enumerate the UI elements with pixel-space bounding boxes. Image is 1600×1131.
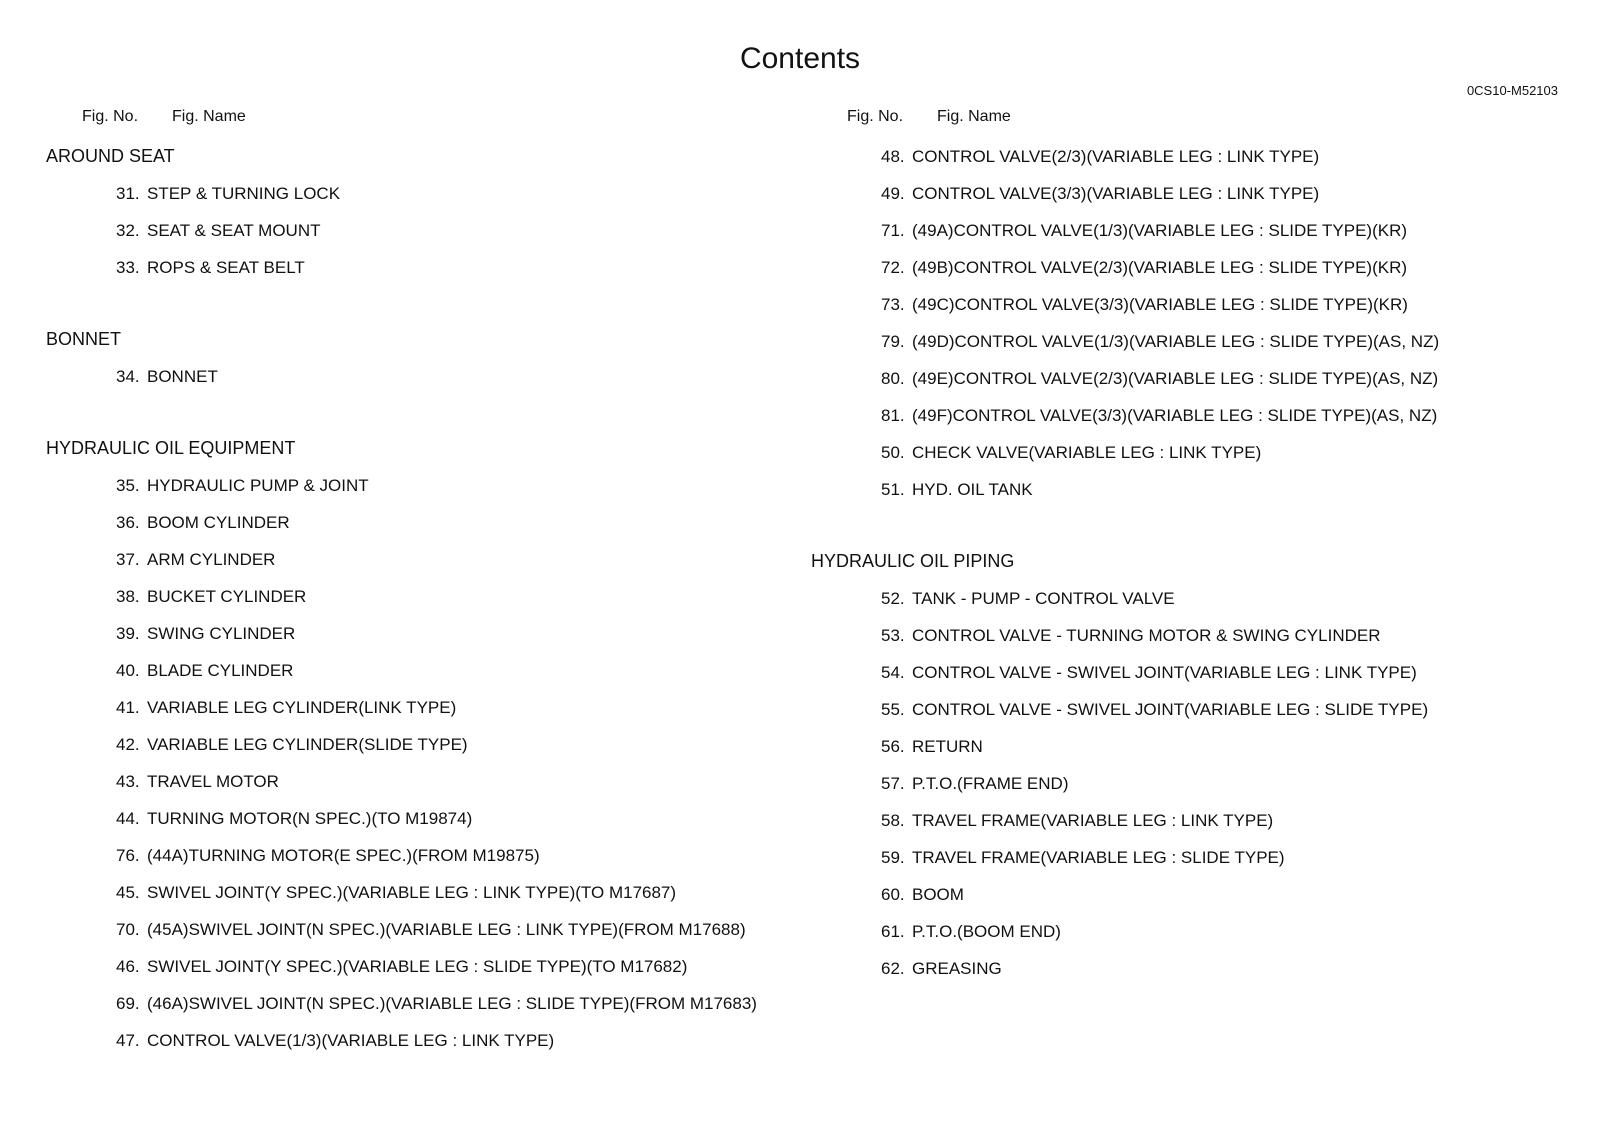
fig-name: TANK - PUMP - CONTROL VALVE (912, 589, 1175, 608)
contents-entry[interactable] (46, 467, 786, 504)
contents-entry[interactable] (46, 1022, 786, 1059)
fig-name: SEAT & SEAT MOUNT (147, 221, 321, 240)
fig-name: HYDRAULIC PUMP & JOINT (147, 476, 369, 495)
fig-no-header: Fig. No. (847, 108, 904, 125)
fig-no-header: Fig. No. (82, 108, 139, 125)
contents-entry[interactable] (811, 876, 1571, 913)
fig-name: (45A)SWIVEL JOINT(N SPEC.)(VARIABLE LEG : LINK TYPE)(FROM M17688) (147, 920, 746, 939)
contents-entry[interactable] (46, 689, 786, 726)
contents-entry[interactable] (811, 397, 1571, 434)
section-spacer (46, 286, 786, 321)
fig-name: CONTROL VALVE(2/3)(VARIABLE LEG : LINK TYPE) (912, 147, 1320, 166)
contents-entry[interactable] (811, 654, 1571, 691)
contents-entry[interactable] (811, 323, 1571, 360)
fig-number: 52. (881, 589, 905, 608)
contents-entry[interactable] (811, 212, 1571, 249)
fig-name: (49E)CONTROL VALVE(2/3)(VARIABLE LEG : SLIDE TYPE)(AS, NZ) (912, 369, 1439, 388)
fig-name: (49D)CONTROL VALVE(1/3)(VARIABLE LEG : SLIDE TYPE)(AS, NZ) (912, 332, 1440, 351)
section-list (46, 138, 786, 1059)
contents-entry[interactable] (811, 471, 1571, 508)
fig-name: CONTROL VALVE - SWIVEL JOINT(VARIABLE LEG : SLIDE TYPE) (912, 700, 1429, 719)
fig-number: 80. (881, 369, 905, 388)
fig-number: 57. (881, 774, 905, 793)
fig-name: CONTROL VALVE(1/3)(VARIABLE LEG : LINK TYPE) (147, 1031, 555, 1050)
fig-number: 58. (881, 811, 905, 830)
contents-entry[interactable] (46, 726, 786, 763)
fig-number: 70. (116, 920, 140, 939)
fig-number: 71. (881, 221, 905, 240)
fig-name-header: Fig. Name (172, 108, 246, 125)
section-heading: AROUND SEAT (46, 146, 175, 166)
contents-entry[interactable] (811, 434, 1571, 471)
fig-number: 45. (116, 883, 140, 902)
fig-number: 33. (116, 258, 140, 277)
fig-number: 72. (881, 258, 905, 277)
section-heading: BONNET (46, 329, 122, 349)
contents-entry[interactable] (46, 985, 786, 1022)
contents-entry[interactable] (46, 837, 786, 874)
fig-number: 36. (116, 513, 140, 532)
fig-name: VARIABLE LEG CYLINDER(SLIDE TYPE) (147, 735, 468, 754)
fig-number: 47. (116, 1031, 140, 1050)
fig-number: 32. (116, 221, 140, 240)
contents-entry[interactable] (811, 249, 1571, 286)
fig-number: 49. (881, 184, 905, 203)
fig-name: TRAVEL FRAME(VARIABLE LEG : LINK TYPE) (912, 811, 1274, 830)
contents-entry[interactable] (811, 913, 1571, 950)
fig-name: SWIVEL JOINT(Y SPEC.)(VARIABLE LEG : LINK TYPE)(TO M17687) (147, 883, 677, 902)
fig-name: GREASING (912, 959, 1002, 978)
fig-number: 53. (881, 626, 905, 645)
fig-name: P.T.O.(BOOM END) (912, 922, 1061, 941)
fig-number: 37. (116, 550, 140, 569)
section-heading: HYDRAULIC OIL EQUIPMENT (46, 438, 296, 458)
section-list (811, 138, 1571, 987)
contents-entry[interactable] (811, 839, 1571, 876)
fig-name-header: Fig. Name (937, 108, 1011, 125)
contents-entry[interactable] (46, 358, 786, 395)
section-spacer (46, 395, 786, 430)
fig-name: BOOM (912, 885, 964, 904)
column-header (46, 108, 786, 138)
fig-name: ARM CYLINDER (147, 550, 276, 569)
fig-name: BOOM CYLINDER (147, 513, 290, 532)
fig-name: (49A)CONTROL VALVE(1/3)(VARIABLE LEG : SLIDE TYPE)(KR) (912, 221, 1408, 240)
fig-name: RETURN (912, 737, 983, 756)
fig-name: STEP & TURNING LOCK (147, 184, 341, 203)
fig-number: 81. (881, 406, 905, 425)
fig-number: 73. (881, 295, 905, 314)
contents-entry[interactable] (811, 802, 1571, 839)
contents-entry[interactable] (811, 617, 1571, 654)
fig-number: 76. (116, 846, 140, 865)
fig-name: HYD. OIL TANK (912, 480, 1033, 499)
contents-entry[interactable] (811, 580, 1571, 617)
fig-name: (46A)SWIVEL JOINT(N SPEC.)(VARIABLE LEG : SLIDE TYPE)(FROM M17683) (147, 994, 757, 1013)
contents-entry[interactable] (46, 249, 786, 286)
fig-name: VARIABLE LEG CYLINDER(LINK TYPE) (147, 698, 457, 717)
section-heading: HYDRAULIC OIL PIPING (811, 551, 1015, 571)
fig-number: 48. (881, 147, 905, 166)
fig-name: (49B)CONTROL VALVE(2/3)(VARIABLE LEG : SLIDE TYPE)(KR) (912, 258, 1408, 277)
contents-entry[interactable] (46, 652, 786, 689)
fig-name: TRAVEL FRAME(VARIABLE LEG : SLIDE TYPE) (912, 848, 1285, 867)
contents-entry[interactable] (811, 691, 1571, 728)
contents-entry[interactable] (46, 874, 786, 911)
contents-entry[interactable] (46, 911, 786, 948)
contents-entry[interactable] (811, 138, 1571, 175)
fig-number: 44. (116, 809, 140, 828)
fig-number: 54. (881, 663, 905, 682)
contents-entry[interactable] (46, 504, 786, 541)
fig-name: ROPS & SEAT BELT (147, 258, 305, 277)
fig-number: 51. (881, 480, 905, 499)
fig-name: TURNING MOTOR(N SPEC.)(TO M19874) (147, 809, 473, 828)
page-title: Contents (739, 42, 861, 75)
fig-number: 40. (116, 661, 140, 680)
contents-entry[interactable] (811, 286, 1571, 323)
fig-name: SWING CYLINDER (147, 624, 296, 643)
contents-column-right (811, 108, 1571, 987)
fig-name: TRAVEL MOTOR (147, 772, 279, 791)
fig-name: CHECK VALVE(VARIABLE LEG : LINK TYPE) (912, 443, 1262, 462)
fig-number: 79. (881, 332, 905, 351)
fig-name: SWIVEL JOINT(Y SPEC.)(VARIABLE LEG : SLIDE TYPE)(TO M17682) (147, 957, 688, 976)
fig-number: 38. (116, 587, 140, 606)
fig-name: BLADE CYLINDER (147, 661, 294, 680)
fig-number: 39. (116, 624, 140, 643)
contents-entry[interactable] (46, 175, 786, 212)
contents-entry[interactable] (46, 541, 786, 578)
fig-number: 31. (116, 184, 140, 203)
fig-name: (44A)TURNING MOTOR(E SPEC.)(FROM M19875) (147, 846, 540, 865)
contents-entry[interactable] (811, 175, 1571, 212)
fig-name: P.T.O.(FRAME END) (912, 774, 1069, 793)
fig-number: 46. (116, 957, 140, 976)
fig-name: CONTROL VALVE - SWIVEL JOINT(VARIABLE LEG : LINK TYPE) (912, 663, 1417, 682)
fig-number: 43. (116, 772, 140, 791)
fig-number: 56. (881, 737, 905, 756)
fig-name: CONTROL VALVE(3/3)(VARIABLE LEG : LINK TYPE) (912, 184, 1320, 203)
contents-entry[interactable] (811, 360, 1571, 397)
fig-number: 59. (881, 848, 905, 867)
fig-number: 61. (881, 922, 905, 941)
fig-name: (49C)CONTROL VALVE(3/3)(VARIABLE LEG : SLIDE TYPE)(KR) (912, 295, 1408, 314)
fig-number: 69. (116, 994, 140, 1013)
contents-entry[interactable] (811, 950, 1571, 987)
fig-name: BUCKET CYLINDER (147, 587, 307, 606)
contents-entry[interactable] (46, 948, 786, 985)
contents-entry[interactable] (811, 765, 1571, 802)
fig-name: (49F)CONTROL VALVE(3/3)(VARIABLE LEG : SLIDE TYPE)(AS, NZ) (912, 406, 1438, 425)
fig-number: 35. (116, 476, 140, 495)
fig-number: 42. (116, 735, 140, 754)
fig-number: 34. (116, 367, 140, 386)
fig-number: 55. (881, 700, 905, 719)
fig-number: 41. (116, 698, 140, 717)
section-spacer (811, 508, 1571, 543)
contents-entry[interactable] (46, 212, 786, 249)
contents-entry[interactable] (46, 578, 786, 615)
fig-number: 60. (881, 885, 905, 904)
contents-entry[interactable] (46, 615, 786, 652)
contents-entry[interactable] (811, 728, 1571, 765)
fig-name: CONTROL VALVE - TURNING MOTOR & SWING CYLINDER (912, 626, 1381, 645)
document-code: 0CS10-M52103 (1466, 83, 1558, 98)
fig-number: 50. (881, 443, 905, 462)
contents-entry[interactable] (46, 763, 786, 800)
fig-number: 62. (881, 959, 905, 978)
contents-entry[interactable] (46, 800, 786, 837)
fig-name: BONNET (147, 367, 218, 386)
column-header (811, 108, 1571, 138)
contents-column-left (46, 108, 786, 1059)
